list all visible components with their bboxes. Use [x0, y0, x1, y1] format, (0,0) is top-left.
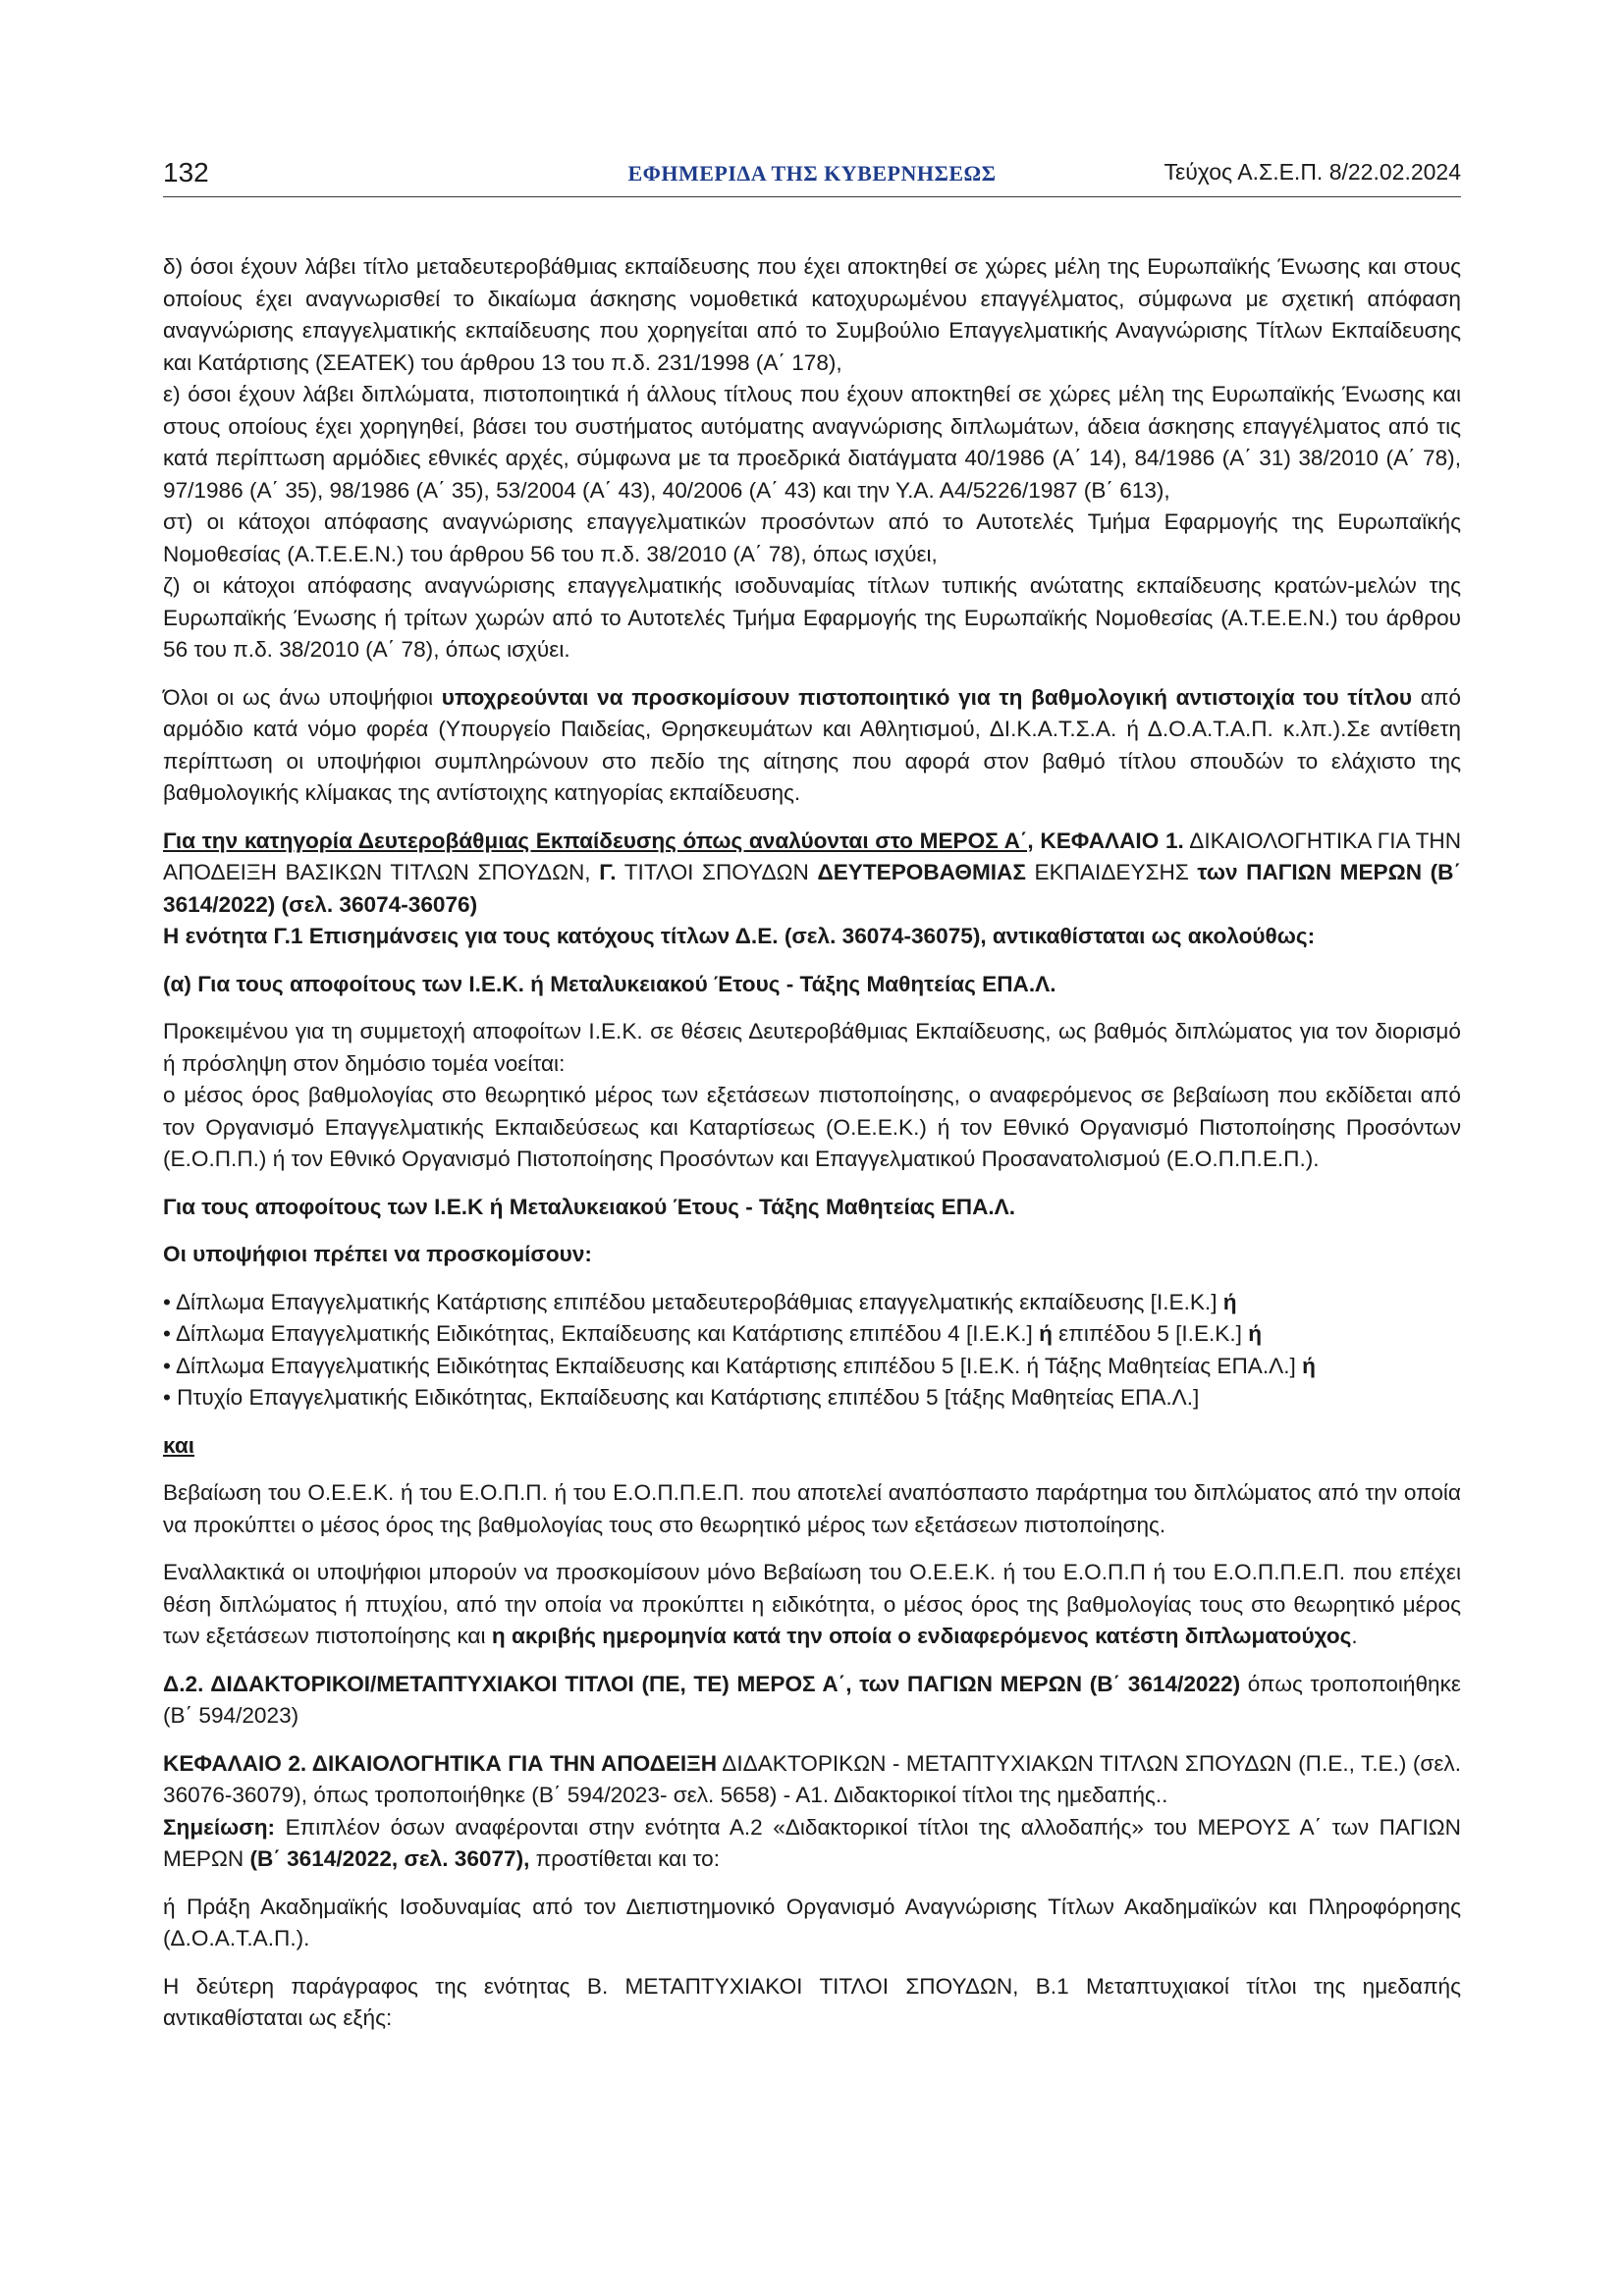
paragraph-note: Σημείωση: Επιπλέον όσων αναφέρονται στην ενότητα Α.2 «Διδακτορικοί τίτλοι της αλλοδαπής» του ΜΕΡΟΥΣ Α΄ των ΠΑΓΙΩΝ ΜΕΡΩΝ (Β΄ 3614/2022, σελ. 36077), προστίθεται και το: — [163, 1814, 1461, 1871]
heading-candidates-must-submit: Οι υποψήφιοι πρέπει να προσκομίσουν: — [163, 1242, 592, 1266]
bold-text: ΚΕΦΑΛΑΙΟ 1. — [1033, 828, 1184, 853]
paragraph-section-g1: Η ενότητα Γ.1 Επισημάνσεις για τους κατόχους τίτλων Δ.Ε. (σελ. 36074-36075), αντικαθίσταται ως ακολούθως: — [163, 924, 1316, 948]
text: από αρμόδιο κατά νόμο φορέα (Υπουργείο Παιδείας, Θρησκευμάτων και Αθλητισμού, ΔΙ.Κ.Α.Τ.Σ.Α. ή Δ.Ο.Α.Τ.Α.Π. κ.λπ.).Σε αντίθετη περίπτωση οι υποψήφιοι συμπληρώνουν στο πεδίο της αίτησης που αφορά στον βαθμό τίτλου σπουδών το ελάχιστο της βαθμολογικής κλίμακας της αντίστοιχης κατηγορίας εκπαίδευσης. — [163, 684, 1462, 805]
paragraph-secondary-education — [163, 826, 1461, 922]
text: ΤΙΤΛΟΙ ΣΠΟΥΔΩΝ — [616, 860, 818, 884]
bullet-item: • Πτυχίο Επαγγελματικής Ειδικότητας, Εκπαίδευσης και Κατάρτισης επιπέδου 5 [τάξης Μαθητείας ΕΠΑ.Λ.] — [163, 1385, 1200, 1410]
text: ΕΚΠΑΙΔΕΥΣΗΣ — [1025, 860, 1198, 884]
paragraph-epsilon: ε) όσοι έχουν λάβει διπλώματα, πιστοποιητικά ή άλλους τίτλους που έχουν αποκτηθεί σε χώρες μέλη της Ευρωπαϊκής Ένωσης και στους οποίους έχει χορηγηθεί, βάσει του συστήματος αυτόματης αναγνώρισης διπλωμάτων, άδεια άσκησης επαγγέλματος από τις κατά περίπτωση αρμόδιες εθνικές αρχές, σύμφωνα με τα προεδρικά διατάγματα 40/1986 (Α΄ 14), 84/1986 (Α΄ 31) 38/2010 (Α΄ 78), 97/1986 (Α΄ 35), 98/1986 (Α΄ 35), 53/2004 (Α΄ 43), 40/2006 (Α΄ 43) και την Υ.Α. Α4/5226/1987 (Β΄ 613), — [163, 382, 1461, 503]
conjunction-and: και — [163, 1432, 195, 1458]
paragraph-st: στ) οι κάτοχοι απόφασης αναγνώρισης επαγγελματικών προσόντων από το Αυτοτελές Τμήμα Εφαρμογής της Ευρωπαϊκής Νομοθεσίας (Α.Τ.Ε.Ε.Ν.) του άρθρου 56 του π.δ. 38/2010 (Α΄ 78), όπως ισχύει, — [163, 509, 1461, 566]
heading-iek-graduates: (α) Για τους αποφοίτους των Ι.Ε.Κ. ή Μεταλυκειακού Έτους - Τάξης Μαθητείας ΕΠΑ.Λ. — [163, 971, 1056, 996]
paragraph-alternative: Εναλλακτικά οι υποψήφιοι μπορούν να προσκομίσουν μόνο Βεβαίωση του Ο.Ε.Ε.Κ. ή του Ε.Ο.Π.Π ή του Ε.Ο.Π.Π.Ε.Π. που επέχει θέση διπλώματος ή πτυχίου, από την οποία να προκύπτει η ειδικότητα, ο μέσος όρος της βαθμολογίας τους στο θεωρητικό μέρος των εξετάσεων πιστοποίησης και η ακριβής ημερομηνία κατά την οποία ο ενδιαφερόμενος κατέστη διπλωματούχος. — [163, 1560, 1461, 1648]
header-rule — [163, 196, 1461, 197]
paragraph-chapter-2: ΚΕΦΑΛΑΙΟ 2. ΔΙΚΑΙΟΛΟΓΗΤΙΚΑ ΓΙΑ ΤΗΝ ΑΠΟΔΕΙΞΗ ΔΙΔΑΚΤΟΡΙΚΩΝ - ΜΕΤΑΠΤΥΧΙΑΚΩΝ ΤΙΤΛΩΝ ΣΠΟΥΔΩΝ (Π.Ε., Τ.Ε.) (σελ. 36076-36079), όπως τροποποιήθηκε (Β΄ 594/2023- σελ. 5658) - Α1. Διδακτορικοί τίτλοι της ημεδαπής.. — [163, 1750, 1461, 1807]
paragraph-academic-equivalence: ή Πράξη Ακαδημαϊκής Ισοδυναμίας από τον Διεπιστημονικό Οργανισμό Αναγνώρισης Τίτλων Ακαδημαϊκών και Πληροφόρησης (Δ.Ο.Α.Τ.Α.Π.). — [163, 1894, 1461, 1950]
bold-text: Γ. — [599, 860, 617, 884]
bullet-item: • Δίπλωμα Επαγγελματικής Ειδικότητας Εκπαίδευσης και Κατάρτισης επιπέδου 5 [Ι.Ε.Κ. ή Τάξης Μαθητείας ΕΠΑ.Λ.] ή — [163, 1353, 1316, 1378]
paragraph-d2-titles: Δ.2. ΔΙΔΑΚΤΟΡΙΚΟΙ/ΜΕΤΑΠΤΥΧΙΑΚΟΙ ΤΙΤΛΟΙ (ΠΕ, ΤΕ) ΜΕΡΟΣ Α΄, των ΠΑΓΙΩΝ ΜΕΡΩΝ (Β΄ 3614/2022) όπως τροποποιήθηκε (Β΄ 594/2023) — [163, 1671, 1461, 1728]
paragraph-certificate-requirement — [163, 682, 1461, 810]
bold-text: υποχρεούνται να προσκομίσουν πιστοποιητικό για τη βαθμολογική αντιστοιχία του τίτλου — [441, 684, 1413, 710]
page-header — [163, 157, 1461, 196]
text: ΔΙΚΑΙΟΛΟΓΗΤΙΚΑ ΓΙΑ ΤΗΝ ΑΠΟΔΕΙΞΗ ΒΑΣΙΚΩΝ ΤΙΤΛΩΝ ΣΠΟΥΔΩΝ, — [163, 828, 1462, 884]
paragraph-certificate: Βεβαίωση του Ο.Ε.Ε.Κ. ή του Ε.Ο.Π.Π. ή του Ε.Ο.Π.Π.Ε.Π. που αποτελεί αναπόσπαστο παράρτημα του διπλώματος από την οποία να προκύπτει ο μέσος όρος της βαθμολογίας τους στο θεωρητικό μέρος των εξετάσεων πιστοποίησης. — [163, 1480, 1461, 1537]
paragraph-delta: δ) όσοι έχουν λάβει τίτλο μεταδευτεροβάθμιας εκπαίδευσης που έχει αποκτηθεί σε χώρες μέλη της Ευρωπαϊκής Ένωσης και στους οποίους έχει αναγνωρισθεί το δικαίωμα άσκησης νομοθετικά κατοχυρωμένου επαγγέλματος, σύμφωνα με σχετική απόφαση αναγνώρισης επαγγελματικής εκπαίδευσης που χορηγείται από το Συμβούλιο Επαγγελματικής Αναγνώρισης Τίτλων Εκπαίδευσης και Κατάρτισης (ΣΕΑΤΕΚ) του άρθρου 13 του π.δ. 231/1998 (Α΄ 178), — [163, 254, 1461, 375]
gazette-title: ΕΦΗΜΕΡΙΔΑ ΤΗΣ ΚΥΒΕΡΝΗΣΕΩΣ — [627, 161, 997, 186]
paragraph-zeta: ζ) οι κάτοχοι απόφασης αναγνώρισης επαγγελματικής ισοδυναμίας τίτλων τυπικής ανώτατης εκπαίδευσης κρατών-μελών της Ευρωπαϊκής Ένωσης ή τρίτων χωρών από το Αυτοτελές Τμήμα Εφαρμογής της Ευρωπαϊκής Νομοθεσίας (Α.Τ.Ε.Ε.Ν.) του άρθρου 56 του π.δ. 38/2010 (Α΄ 78), όπως ισχύει. — [163, 573, 1461, 662]
paragraph-postgraduate: Η δεύτερη παράγραφος της ενότητας Β. ΜΕΤΑΠΤΥΧΙΑΚΟΙ ΤΙΤΛΟΙ ΣΠΟΥΔΩΝ, Β.1 Μεταπτυχιακοί τίτλοι της ημεδαπής αντικαθίσταται ως εξής: — [163, 1973, 1461, 2030]
document-body — [163, 251, 1461, 2035]
text: Όλοι οι ως άνω υποψήφιοι — [163, 684, 442, 710]
paragraph-iek-participation: Προκειμένου για τη συμμετοχή αποφοίτων Ι.Ε.Κ. σε θέσεις Δευτεροβάθμιας Εκπαίδευσης, ως βαθμός διπλώματος για τον διορισμό ή πρόσληψη στον δημόσιο τομέα νοείται: — [163, 1019, 1461, 1076]
bold-text: των ΠΑΓΙΩΝ ΜΕΡΩΝ (Β΄ 3614/2022) (σελ. 36074-36076) — [163, 860, 1462, 917]
page-number: 132 — [163, 157, 209, 187]
bullet-item: • Δίπλωμα Επαγγελματικής Κατάρτισης επιπέδου μεταδευτεροβάθμιας επαγγελματικής εκπαίδευσης [Ι.Ε.Κ.] ή — [163, 1289, 1237, 1314]
heading-iek-graduates-2: Για τους αποφοίτους των Ι.Ε.Κ ή Μεταλυκειακού Έτους - Τάξης Μαθητείας ΕΠΑ.Λ. — [163, 1194, 1016, 1219]
bullet-item: • Δίπλωμα Επαγγελματικής Ειδικότητας, Εκπαίδευσης και Κατάρτισης επιπέδου 4 [Ι.Ε.Κ.] ή επιπέδου 5 [Ι.Ε.Κ.] ή — [163, 1321, 1263, 1346]
issue-number: Τεύχος Α.Σ.Ε.Π. 8/22.02.2024 — [1164, 159, 1461, 185]
paragraph-average-grade: ο μέσος όρος βαθμολογίας στο θεωρητικό μέρος των εξετάσεων πιστοποίησης, ο αναφερόμενος σε βεβαίωση που εκδίδεται από τον Οργανισμό Επαγγελματικής Εκπαιδεύσεως και Καταρτίσεως (Ο.Ε.Ε.Κ.) ή τον Εθνικό Οργανισμό Πιστοποίησης Προσόντων (Ε.Ο.Π.Π.) ή τον Εθνικό Οργανισμό Πιστοποίησης Προσόντων και Επαγγελματικού Προσανατολισμού (Ε.Ο.Π.Π.Ε.Π.). — [163, 1083, 1461, 1171]
bold-text: ΔΕΥΤΕΡΟΒΑΘΜΙΑΣ — [817, 860, 1026, 884]
underlined-bold-text: Για την κατηγορία Δευτεροβάθμιας Εκπαίδευσης όπως αναλύονται στο ΜΕΡΟΣ Α΄, — [163, 828, 1034, 853]
